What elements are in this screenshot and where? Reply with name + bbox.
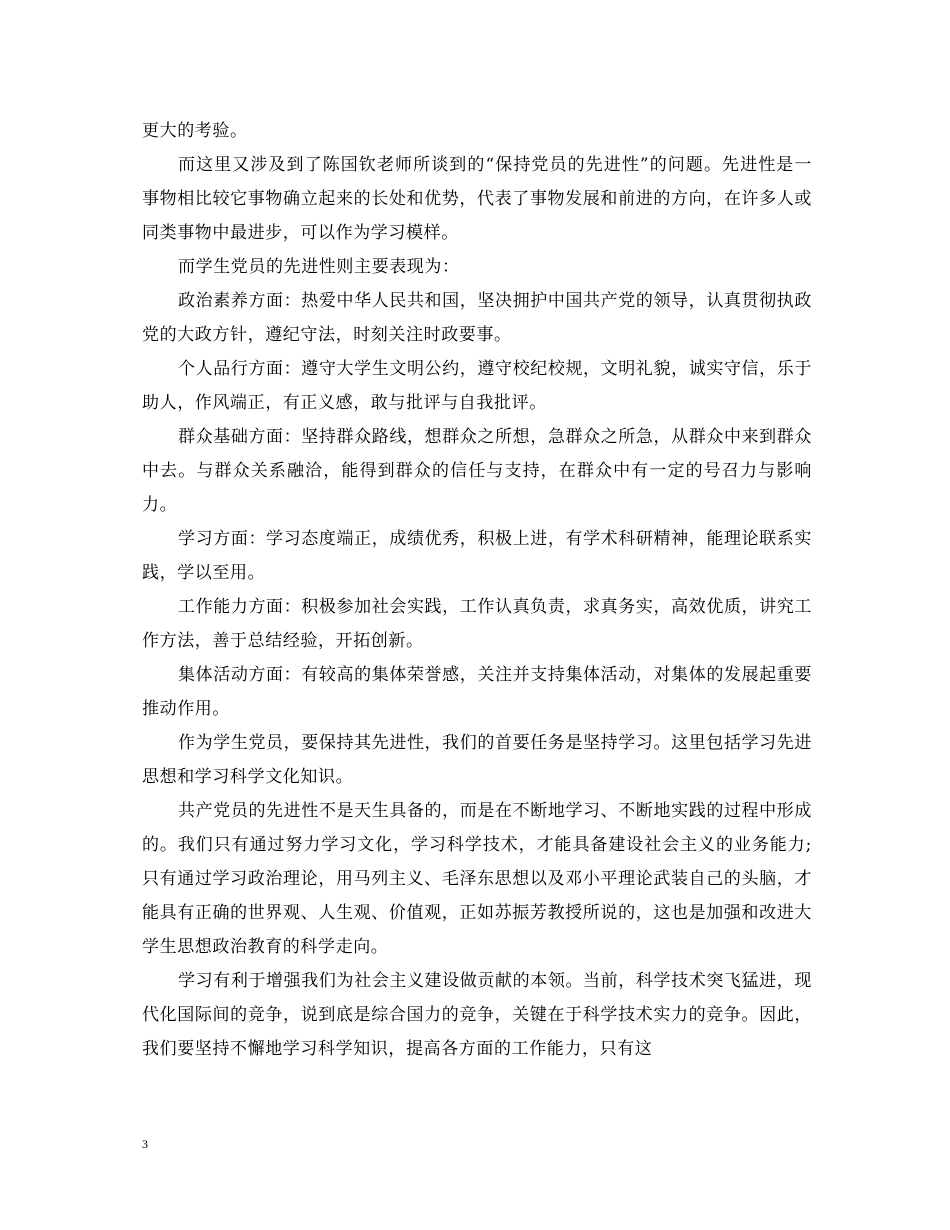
paragraph-work-ability: 工作能力方面：积极参加社会实践，工作认真负责，求真务实，高效优质，讲究工作方法，善于总结经验，开拓创新。 [142,597,812,651]
paragraph-formation-of-advancedness: 共产党员的先进性不是天生具备的，而是在不断地学习、不断地实践的过程中形成的。我们只有通过努力学习文化，学习科学技术，才能具备建设社会主义的业务能力;只有通过学习政治理论，用马列主义、毛泽东思想以及邓小平理论武装自己的头脑，才能具有正确的世界观、人生观、价值观，正如苏振芳教授所说的，这也是加强和改进大学生思想政治教育的科学走向。 [142,801,812,957]
paragraph-student-member-advancedness: 而学生党员的先进性则主要表现为： [178,257,460,277]
paragraph-political-quality: 政治素养方面：热爱中华人民共和国，坚决拥护中国共产党的领导，认真贯彻执政党的大政方针，遵纪守法，时刻关注时政要事。 [142,291,812,345]
paragraph-personal-conduct: 个人品行方面：遵守大学生文明公约，遵守校纪校规，文明礼貌，诚实守信，乐于助人，作风端正，有正义感，敢与批评与自我批评。 [142,359,812,413]
page-number: 3 [142,1137,148,1151]
paragraph-collective-activity: 集体活动方面：有较高的集体荣誉感，关注并支持集体活动，对集体的发展起重要推动作用。 [142,665,812,719]
paragraph-mass-foundation: 群众基础方面：坚持群众路线，想群众之所想，急群众之所急，从群众中来到群众中去。与群众关系融洽，能得到群众的信任与支持，在群众中有一定的号召力与影响力。 [142,427,812,515]
document-body [142,114,812,1066]
paragraph-study: 学习方面：学习态度端正，成绩优秀，积极上进，有学术科研精神，能理论联系实践，学以至用。 [142,529,812,583]
paragraph-primary-task: 作为学生党员，要保持其先进性，我们的首要任务是坚持学习。这里包括学习先进思想和学习科学文化知识。 [142,733,812,787]
paragraph-advancedness-intro: 而这里又涉及到了陈国钦老师所谈到的“保持党员的先进性”的问题。先进性是一事物相比较它事物确立起来的长处和优势，代表了事物发展和前进的方向，在许多人或同类事物中最进步，可以作为学习模样。 [142,155,812,243]
paragraph-continuation: 更大的考验。 [142,121,248,141]
paragraph-study-benefits: 学习有利于增强我们为社会主义建设做贡献的本领。当前，科学技术突飞猛进，现代化国际间的竞争，说到底是综合国力的竞争，关键在于科学技术实力的竞争。因此，我们要坚持不懈地学习科学知识，提高各方面的工作能力，只有这 [142,971,812,1059]
